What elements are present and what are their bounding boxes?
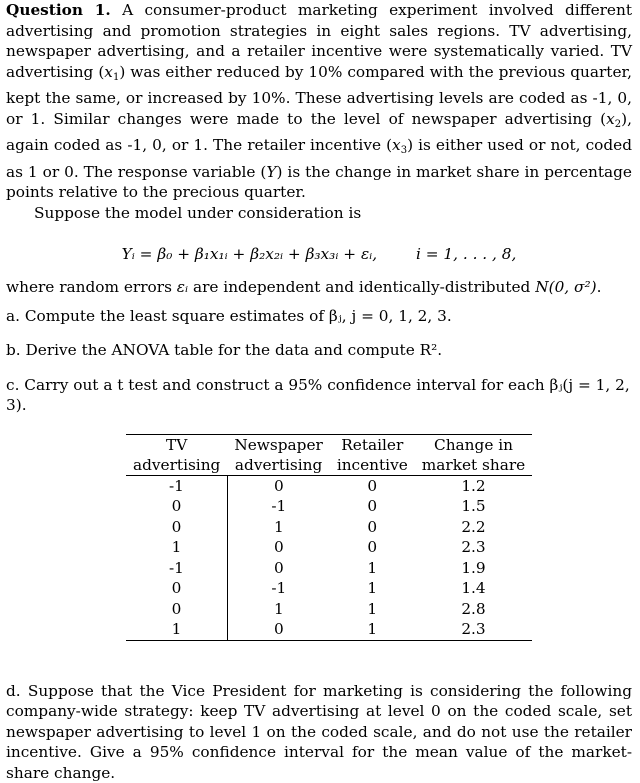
var-x2: $x_2$ [606,110,621,128]
col-header-change: Change in [415,434,532,455]
part-a: a. Compute the least square estimates of βⱼ, j = 0, 1, 2, 3. [6,306,632,327]
table-row: 0 1 0 2.2 [126,517,532,538]
part-d: d. Suppose that the Vice President for marketing is considering the following company-wide strategy: keep TV advertising at level 0 on the coded scale, set newspaper advertising to level 1 on the coded scale, and do not use the retailer incentive. Give a 95% confidence interval for the mean value of the market-share change. [6,681,632,783]
error-assumption: where random errors εᵢ are independent and identically-distributed N(0, σ²). [6,277,632,298]
table-row: -1 0 0 1.2 [126,475,532,496]
equation-index: i = 1, . . . , 8, [416,245,516,263]
intro-text-b: ) was either reduced by 10% compared with the previous quarter, kept the same, or increased by 10%. These advertising levels are coded as -1, 0, or 1. Similar changes were made to the level of newspaper advertising ( [6,63,632,128]
table-row: 1 0 0 2.3 [126,537,532,558]
intro-text-a: A consumer-product marketing experiment involved different advertising and promotion strategies in eight sales regions. TV advertising, newspaper advertising, and a retailer incentive were systematically varied. TV advertising ( [6,1,632,81]
model-equation [6,245,632,267]
intro-text-e: ) is the change in market share in percentage points relative to the precious quarter. [6,163,632,202]
var-x1: $x_1$ [104,63,119,81]
intro-text-d: ) is either used or not, coded as 1 or 0. The response variable ( [6,136,632,181]
question-parts [6,306,632,416]
data-table [126,434,532,641]
col-header-change-2: market share [415,455,532,476]
col-header-retailer: Retailer [330,434,415,455]
table-row: -1 0 1 1.9 [126,558,532,579]
col-header-newspaper-2: advertising [227,455,329,476]
equation-body: Yᵢ = β₀ + β₁x₁ᵢ + β₂x₂ᵢ + β₃x₃ᵢ + εᵢ, [122,245,377,263]
document-page [6,0,632,783]
part-c: c. Carry out a t test and construct a 95% confidence interval for each βⱼ(j = 1, 2, 3). [6,375,632,416]
var-y: Y [266,163,276,181]
col-header-newspaper: Newspaper [227,434,329,455]
epsilon-symbol: εᵢ [177,278,188,296]
normal-dist: N(0, σ²) [535,278,596,296]
table-body [126,475,532,640]
model-intro: Suppose the model under consideration is [6,203,632,224]
table-row: 0 -1 0 1.5 [126,496,532,517]
table-row: 0 1 1 2.8 [126,599,532,620]
question-intro [6,0,632,203]
col-header-tv: TV [126,434,227,455]
part-b: b. Derive the ANOVA table for the data and compute R². [6,340,632,361]
question-label: Question 1. [6,1,111,19]
var-x3: $x_3$ [392,136,407,154]
intro-text-c: ), again coded as -1, 0, or 1. The retailer incentive ( [6,110,632,155]
table-row: 0 -1 1 1.4 [126,578,532,599]
col-header-tv-2: advertising [126,455,227,476]
table-row: 1 0 1 2.3 [126,619,532,640]
col-header-retailer-2: incentive [330,455,415,476]
